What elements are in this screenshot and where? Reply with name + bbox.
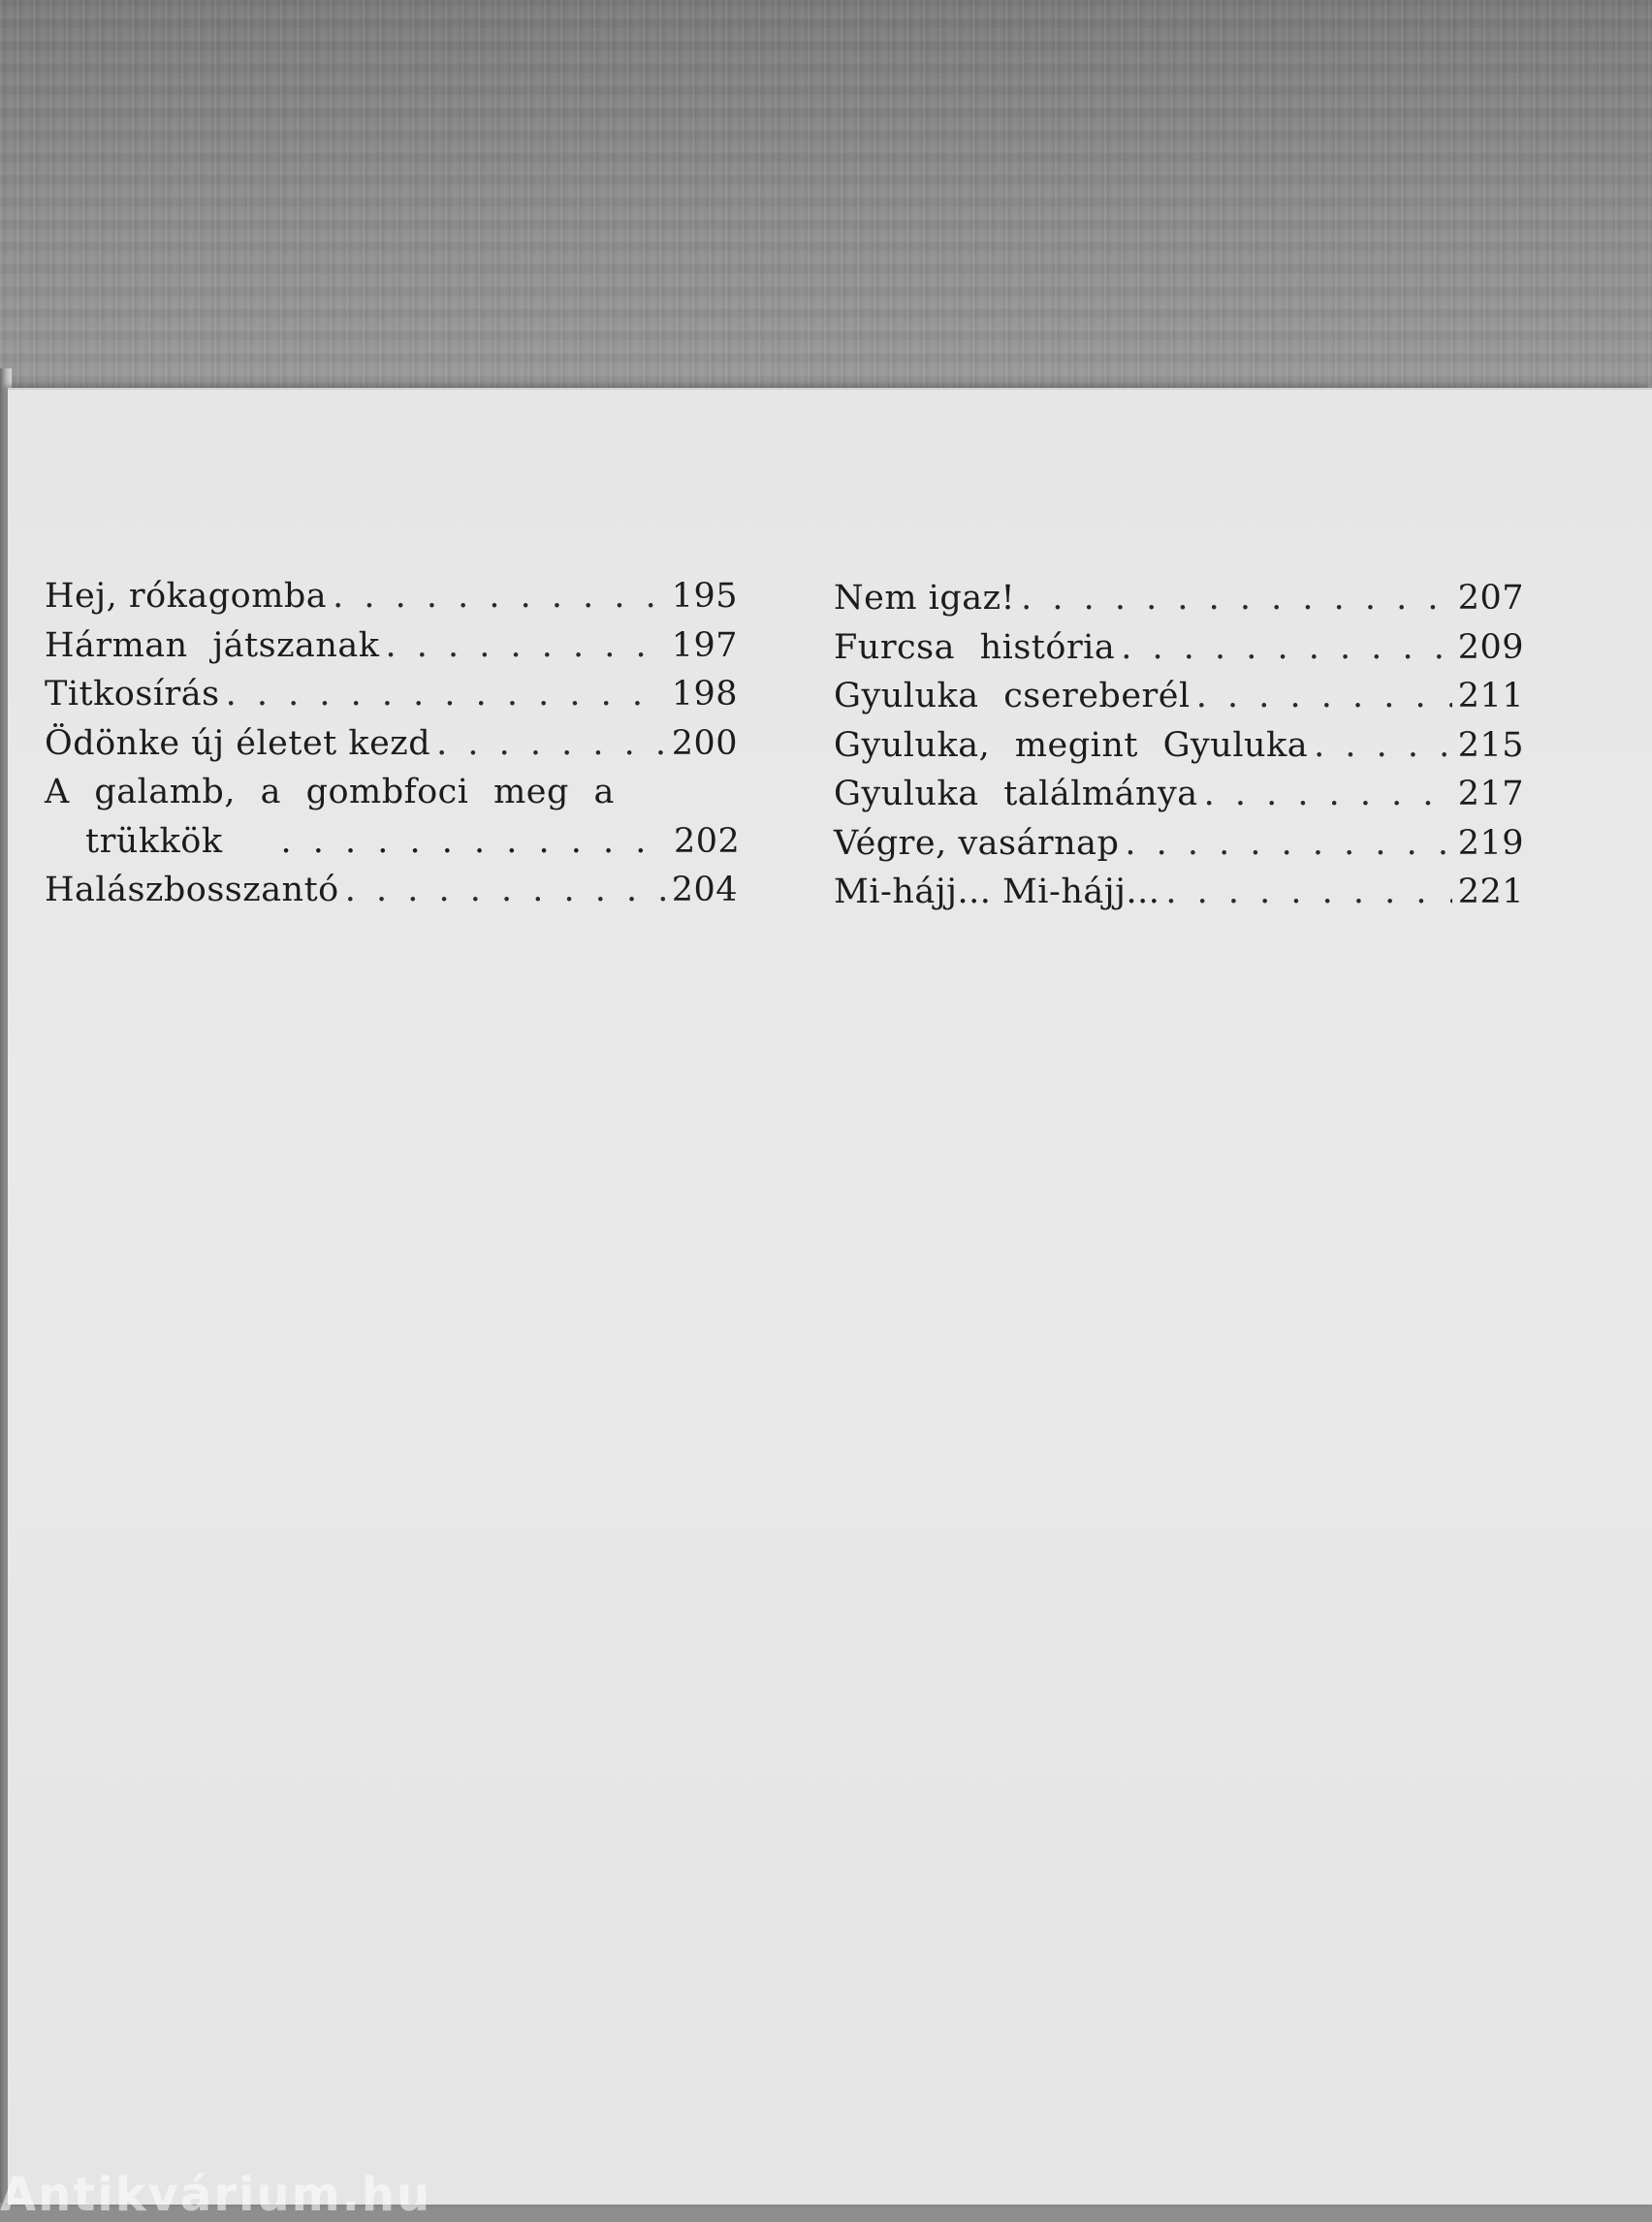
toc-entry-title: Hárman játszanak bbox=[45, 625, 380, 665]
toc-right-column bbox=[834, 574, 1524, 917]
toc-entry-title: Nem igaz! bbox=[834, 579, 1016, 618]
dot-leader bbox=[1121, 623, 1451, 673]
toc-entry bbox=[834, 868, 1524, 917]
toc-entry bbox=[45, 572, 738, 621]
toc-entry-title: Gyuluka csereberél bbox=[834, 677, 1191, 715]
watermark-logo: Antikvárium.hu bbox=[0, 2168, 432, 2222]
toc-entry bbox=[45, 719, 738, 769]
dot-leader bbox=[1196, 672, 1452, 721]
toc-entry bbox=[834, 770, 1524, 819]
toc-entry bbox=[834, 672, 1524, 721]
toc-entry-title: Mi-hájj... Mi-hájj... bbox=[834, 873, 1160, 911]
toc-entry bbox=[834, 721, 1524, 771]
dot-leader bbox=[281, 817, 668, 867]
toc-left-column bbox=[45, 572, 741, 915]
dot-leader bbox=[1165, 868, 1451, 917]
dot-leader bbox=[436, 719, 666, 769]
toc-entry-page: 195 bbox=[671, 577, 738, 616]
toc-entry bbox=[45, 621, 738, 671]
toc-entry bbox=[45, 670, 738, 719]
dot-leader bbox=[386, 621, 666, 671]
toc-entry-page: 217 bbox=[1457, 775, 1524, 813]
toc-entry-title: A galamb, a gombfoci meg a bbox=[45, 773, 615, 811]
toc-entry-title: Végre, vasárnap bbox=[834, 823, 1120, 863]
dot-leader bbox=[1204, 770, 1452, 819]
toc-entry-page: 200 bbox=[671, 723, 738, 763]
toc-entry bbox=[45, 768, 741, 866]
toc-entry-title: Gyuluka, megint Gyuluka bbox=[834, 725, 1309, 765]
toc-entry-page: 221 bbox=[1457, 873, 1524, 911]
toc-entry-title: Hej, rókagomba bbox=[45, 577, 328, 616]
toc-entry-title: Halászbosszantó bbox=[45, 871, 339, 909]
dot-leader bbox=[1021, 574, 1452, 623]
toc-entry-page: 211 bbox=[1457, 677, 1524, 715]
toc-entry-title: Furcsa história bbox=[834, 627, 1116, 667]
toc-entry-title: Gyuluka találmánya bbox=[834, 775, 1198, 813]
toc-entry bbox=[834, 819, 1524, 869]
dot-leader bbox=[1125, 819, 1451, 869]
dot-leader bbox=[345, 866, 666, 915]
toc-entry-page: 197 bbox=[671, 625, 738, 665]
toc-entry-title-continuation: trükkök bbox=[85, 821, 223, 861]
toc-entry-page: 207 bbox=[1457, 579, 1524, 618]
dot-leader bbox=[226, 670, 666, 719]
toc-entry-title: Ödönke új életet kezd bbox=[45, 723, 431, 763]
toc-entry bbox=[834, 574, 1524, 623]
toc-entry-title: Titkosírás bbox=[45, 675, 220, 714]
toc-entry-page: 209 bbox=[1457, 627, 1524, 667]
toc-entry bbox=[45, 866, 738, 915]
dot-leader bbox=[1314, 721, 1452, 771]
table-surface bbox=[0, 0, 1652, 407]
toc-entry-page: 198 bbox=[671, 675, 738, 714]
toc-entry bbox=[834, 623, 1524, 673]
toc-entry-page: 202 bbox=[674, 821, 741, 861]
toc-entry-page: 215 bbox=[1457, 725, 1524, 765]
dot-leader bbox=[333, 572, 666, 621]
toc-entry-page: 204 bbox=[671, 871, 738, 909]
toc-entry-page: 219 bbox=[1457, 823, 1524, 863]
